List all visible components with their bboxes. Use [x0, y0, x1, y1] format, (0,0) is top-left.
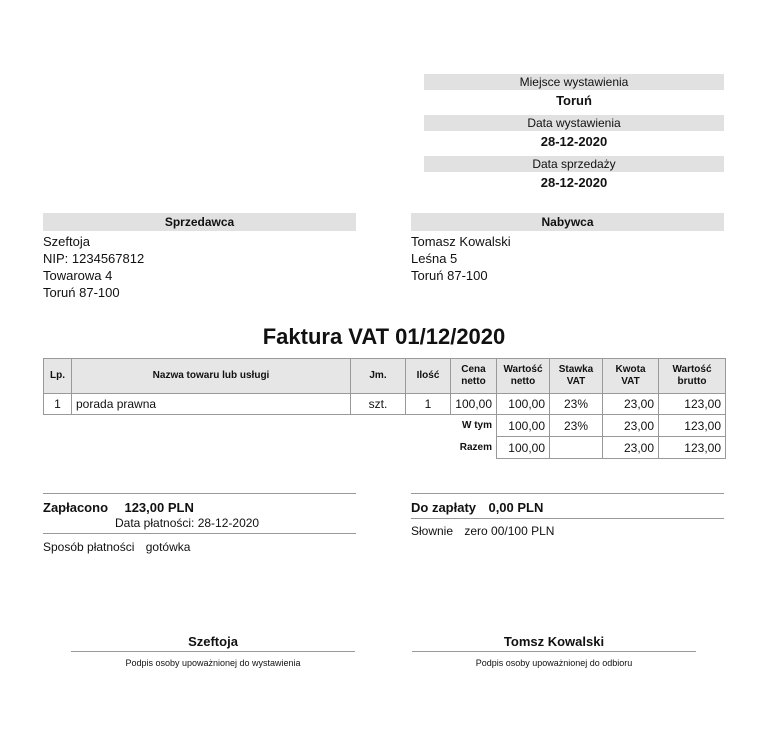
- paid-value: 123,00 PLN: [124, 500, 194, 515]
- razem-label: Razem: [459, 442, 492, 453]
- divider: [411, 493, 724, 494]
- buyer-label: Nabywca: [411, 213, 724, 231]
- seller-nip: NIP: 1234567812: [43, 251, 145, 266]
- items-table: [43, 358, 726, 459]
- cell-net-price: 100,00: [451, 394, 497, 415]
- buyer-city: Toruń 87-100: [411, 268, 488, 283]
- sale-date-value: 28-12-2020: [540, 175, 608, 190]
- col-header-net-value: Wartość netto: [497, 359, 550, 394]
- razem-net: 100,00: [497, 437, 550, 459]
- payment-method-value: gotówka: [145, 540, 191, 554]
- cell-lp: 1: [44, 394, 72, 415]
- col-header-unit: Jm.: [351, 359, 406, 394]
- words-value: zero 00/100 PLN: [464, 524, 555, 538]
- seller-details: [43, 233, 144, 301]
- col-header-vat-amount: Kwota VAT: [603, 359, 659, 394]
- col-header-qty: Ilość: [406, 359, 451, 394]
- seller-label: Sprzedawca: [43, 213, 356, 231]
- invoice-title: Faktura VAT 01/12/2020: [262, 324, 506, 349]
- cell-vat-amount: 23,00: [603, 394, 659, 415]
- divider: [43, 493, 356, 494]
- w-tym-vat: 23,00: [603, 415, 659, 437]
- table-row: [44, 394, 726, 415]
- cell-net-value: 100,00: [497, 394, 550, 415]
- cell-qty: 1: [406, 394, 451, 415]
- w-tym-rate: 23%: [550, 415, 603, 437]
- words-label: Słownie: [411, 524, 454, 538]
- buyer-street: Leśna 5: [411, 251, 458, 266]
- buyer-signature-caption: Podpis osoby upoważnionej do odbioru: [475, 658, 633, 668]
- divider: [43, 533, 356, 534]
- buyer-name: Tomasz Kowalski: [411, 234, 511, 249]
- cell-name: porada prawna: [72, 394, 351, 415]
- cell-vat-rate: 23%: [550, 394, 603, 415]
- signature-line: [71, 651, 355, 652]
- divider: [411, 518, 724, 519]
- razem-gross: 123,00: [659, 437, 726, 459]
- amount-in-words: [411, 524, 554, 538]
- paid-label: Zapłacono: [43, 500, 109, 515]
- paid-date: Data płatności: 28-12-2020: [115, 516, 260, 530]
- col-header-net-price: Cena netto: [451, 359, 497, 394]
- due-label: Do zapłaty: [411, 500, 477, 515]
- cell-gross-value: 123,00: [659, 394, 726, 415]
- payment-method: [43, 540, 190, 554]
- w-tym-net: 100,00: [497, 415, 550, 437]
- col-header-lp: Lp.: [44, 359, 72, 394]
- seller-signature-name: Szeftoja: [188, 634, 238, 649]
- paid-section: [43, 499, 194, 517]
- razem-rate: [550, 437, 603, 459]
- col-header-gross-value: Wartość brutto: [659, 359, 726, 394]
- w-tym-label: W tym: [462, 420, 492, 432]
- razem-row: [44, 437, 726, 459]
- razem-vat: 23,00: [603, 437, 659, 459]
- w-tym-gross: 123,00: [659, 415, 726, 437]
- buyer-signature-name: Tomsz Kowalski: [503, 634, 605, 649]
- payment-method-label: Sposób płatności: [43, 540, 135, 554]
- seller-signature-caption: Podpis osoby upoważnionej do wystawienia: [125, 658, 301, 668]
- due-section: [411, 499, 543, 517]
- buyer-details: [411, 233, 511, 284]
- seller-street: Towarowa 4: [43, 268, 113, 283]
- seller-city: Toruń 87-100: [43, 285, 120, 300]
- col-header-vat-rate: Stawka VAT: [550, 359, 603, 394]
- issue-date-label: Data wystawienia: [424, 115, 724, 131]
- issue-date-value: 28-12-2020: [540, 134, 608, 149]
- col-header-name: Nazwa towaru lub usługi: [72, 359, 351, 394]
- place-value: Toruń: [556, 93, 592, 108]
- cell-unit: szt.: [351, 394, 406, 415]
- seller-name: Szeftoja: [43, 234, 90, 249]
- w-tym-row: [44, 415, 726, 437]
- due-value: 0,00 PLN: [488, 500, 544, 515]
- signature-line: [412, 651, 696, 652]
- sale-date-label: Data sprzedaży: [424, 156, 724, 172]
- table-header-row: [44, 359, 726, 394]
- place-label: Miejsce wystawienia: [424, 74, 724, 90]
